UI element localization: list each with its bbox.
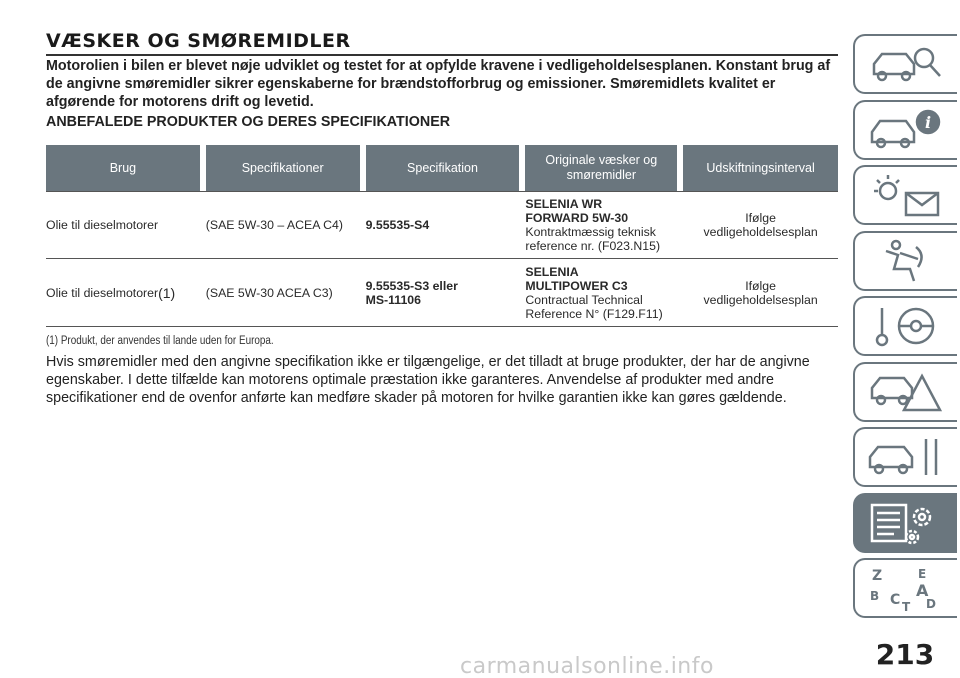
cell-specifications: (SAE 5W-30 – ACEA C4): [205, 218, 343, 232]
tab-car-search[interactable]: [853, 34, 957, 94]
car-info-icon: [866, 106, 946, 154]
footnote-marker: (1): [158, 284, 176, 301]
lubricant-spec-table: [46, 145, 838, 327]
header-specifications: Specifikationer: [206, 145, 360, 191]
cell-change-interval: Ifølge vedligeholdelsesplan: [703, 211, 818, 239]
chapter-tabs: [853, 34, 960, 624]
car-warning-triangle-icon: [866, 368, 946, 416]
index-letter: T: [902, 600, 911, 612]
page-title: VÆSKER OG SMØREMIDLER: [46, 30, 838, 56]
cell-use: Olie til dieselmotorer (1): [46, 284, 176, 301]
cell-change-interval: Ifølge vedligeholdelsesplan: [703, 278, 818, 307]
cell-specification: 9.55535-S3 eller MS-11106: [365, 278, 458, 307]
alphabetical-index-icon: [866, 564, 946, 612]
table-row: [46, 191, 838, 259]
tab-key-steering[interactable]: [853, 296, 957, 356]
watermark: carmanualsonline.info: [460, 654, 714, 678]
tab-car-warning[interactable]: [853, 362, 957, 422]
table-header: [46, 145, 838, 191]
svg-text:i: i: [925, 112, 932, 132]
index-letter: A: [916, 581, 929, 600]
tab-specs-gears[interactable]: [853, 493, 957, 553]
tab-car-info[interactable]: [853, 100, 957, 160]
index-letter: B: [870, 589, 880, 603]
header-original-fluids: Originale væsker og smøremidler: [525, 145, 677, 191]
index-letter: E: [918, 567, 927, 581]
car-wrench-icon: [866, 433, 946, 481]
car-search-icon: [866, 40, 946, 88]
key-steering-wheel-icon: [866, 302, 946, 350]
header-change-interval: Udskiftningsinterval: [683, 145, 838, 191]
index-letter: C: [890, 592, 901, 608]
header-use: Brug: [46, 145, 200, 191]
seat-airbag-icon: [866, 237, 946, 285]
warning-lights-icon: [866, 171, 946, 219]
header-specification: Specifikation: [366, 145, 520, 191]
tab-seat-airbag[interactable]: [853, 231, 957, 291]
tab-index[interactable]: [853, 558, 957, 618]
index-letter: Z: [872, 568, 883, 584]
intro-paragraph: Motorolien i bilen er blevet nøje udviklet og testet for at opfylde kravene i vedligeholdelsesplanen. Konstant brug af de angivne smøremidler sikrer egenskaberne for brændstofforbrug og emissioner. Smøremidlets kvalitet er afgørende for motorens drift og levetid.: [46, 58, 831, 110]
tab-warning-lights[interactable]: [853, 165, 957, 225]
footnote: (1) Produkt, der anvendes til lande uden for Europa.: [46, 335, 274, 347]
cell-original-product: SELENIA WR FORWARD 5W-30 Kontraktmæssig teknisk reference nr. (F023.N15): [525, 197, 661, 253]
tab-car-wrench[interactable]: [853, 427, 957, 487]
cell-specification: 9.55535-S4: [365, 218, 430, 232]
cell-original-product: SELENIA MULTIPOWER C3 Contractual Technical Reference N° (F129.F11): [525, 264, 663, 321]
page-number: 213: [875, 638, 935, 671]
section-heading: ANBEFALEDE PRODUKTER OG DERES SPECIFIKATIONER: [46, 114, 451, 130]
outro-paragraph: Hvis smøremidler med den angivne specifikation ikke er tilgængelige, er det tilladt at bruge produkter, der har de angivne egenskaber. I dette tilfælde kan motorens optimale præstation ikke garanteres. Anvendelse af produkter med andre specifikationer end de ovenfor anførte kan medføre skader på motoren for hvilke garantien ikke kan gøres gældende.: [46, 354, 810, 406]
index-letter: D: [926, 597, 936, 611]
cell-specifications: (SAE 5W-30 ACEA C3): [205, 285, 333, 300]
cell-use: Olie til dieselmotorer: [46, 218, 159, 232]
specs-gears-icon: [866, 499, 946, 547]
table-row: [46, 259, 838, 327]
